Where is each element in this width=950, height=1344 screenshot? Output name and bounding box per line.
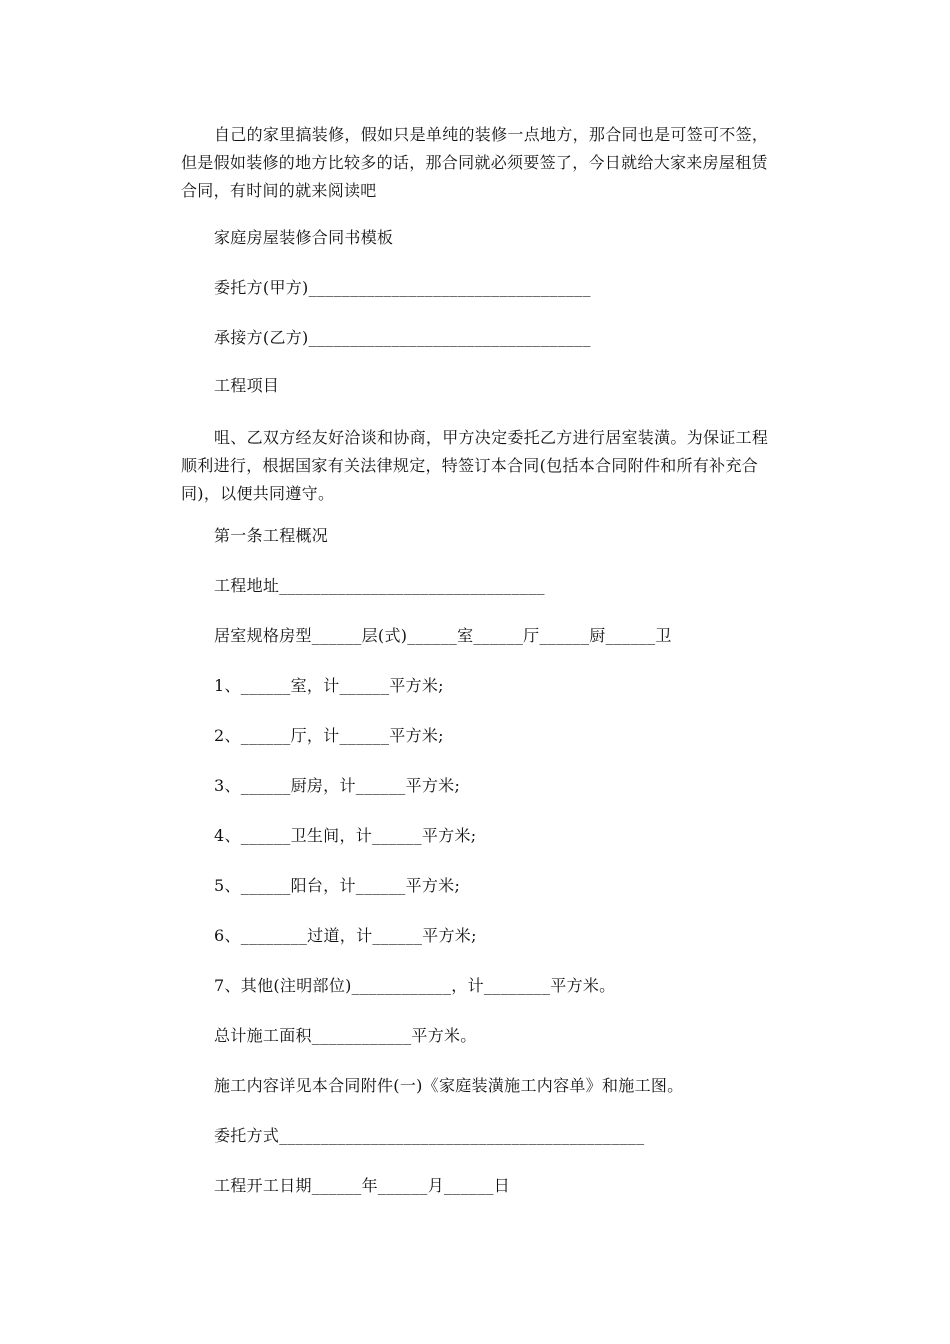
total-area-line: 总计施工面积____________平方米。 [214,1026,477,1045]
area-item: 6、________过道，计______平方米; [214,926,477,945]
commission-method-line: 委托方式____________________________________________ [214,1126,645,1145]
room-spec-line: 居室规格房型______层(式)______室______厅______厨______卫 [214,626,672,645]
project-heading: 工程项目 [214,376,280,395]
client-party-line: 委托方(甲方)__________________________________ [214,278,591,297]
document-title: 家庭房屋装修合同书模板 [214,228,394,247]
construction-content-line: 施工内容详见本合同附件(一)《家庭装潢施工内容单》和施工图。 [214,1076,684,1095]
start-date-line: 工程开工日期______年______月______日 [214,1176,511,1195]
area-item: 5、______阳台，计______平方米; [214,876,461,895]
area-item: 3、______厨房，计______平方米; [214,776,461,795]
article-1-heading: 第一条工程概况 [214,526,329,545]
area-item: 4、______卫生间，计______平方米; [214,826,477,845]
intro-paragraph: 自己的家里搞装修，假如只是单纯的装修一点地方，那合同也是可签可不签，但是假如装修的地方比较多的话，那合同就必须要签了，今日就给大家来房屋租赁合同，有时间的就来阅读吧 [181,125,769,200]
contractor-party-line: 承接方(乙方)__________________________________ [214,328,591,347]
area-item: 2、______厅，计______平方米; [214,726,444,745]
agreement-paragraph: 咀、乙双方经友好洽谈和协商，甲方决定委托乙方进行居室装潢。为保证工程顺利进行，根据国家有关法律规定，特签订本合同(包括本合同附件和所有补充合同)，以便共同遵守。 [181,428,769,503]
project-address-line: 工程地址________________________________ [214,576,545,595]
area-item: 1、______室，计______平方米; [214,676,444,695]
area-item: 7、其他(注明部位)____________，计________平方米。 [214,976,616,995]
